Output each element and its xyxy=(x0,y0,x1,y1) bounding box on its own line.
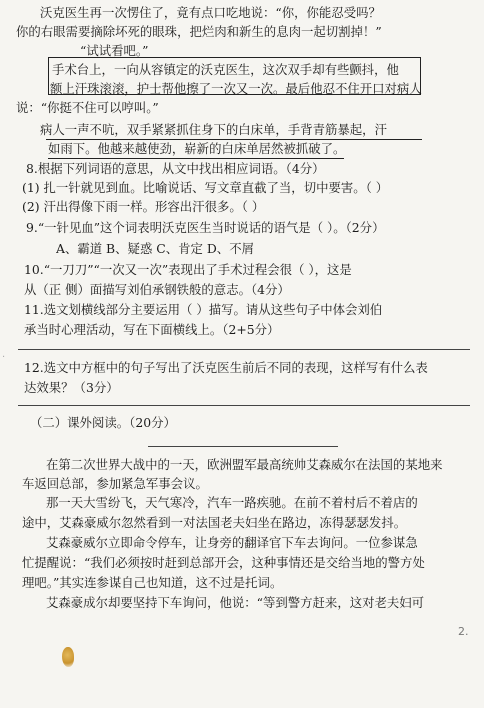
passage-line: 沃克医生再一次愣住了，竟有点口吃地说：“你，你能忍受吗？ xyxy=(40,5,381,20)
passage-line: 途中，艾森豪威尔忽然看到一对法国老夫妇坐在路边，冻得瑟瑟发抖。 xyxy=(22,515,407,530)
section-heading: （二）课外阅读。（20分） xyxy=(30,415,176,430)
passage-line: “试试看吧。” xyxy=(80,43,149,58)
passage-line: 那一天大雪纷飞，天气寒冷，汽车一路疾驰。在前不着村后不着店的 xyxy=(46,495,418,510)
question-9-options: A、霸道 B、疑惑 C、肯定 D、不屑 xyxy=(56,241,254,256)
question-12-cont: 达效果？（3分） xyxy=(24,380,119,395)
question-8-item-1: (1) 扎一针就见到血。比喻说话、写文章直截了当，切中要害。（ ） xyxy=(22,180,389,195)
question-8-item-2: (2) 汗出得像下雨一样。形容出汗很多。（ ） xyxy=(22,199,265,214)
passage-line-underlined: 如雨下。他越来越使劲，崭新的白床单居然被抓破了。 xyxy=(48,141,346,156)
passage-line-boxed: 手术台上，一向从容镇定的沃克医生，这次双手却有些颤抖，他 xyxy=(52,62,399,77)
passage-line: 忙提醒说：“我们必须按时赶到总部开会，这种事情还是交给当地的警方处 xyxy=(22,555,425,570)
question-10: 10.“一刀刀”“一次又一次”表现出了手术过程会很（ ），这是 xyxy=(24,262,352,277)
passage-line: 你的右眼需要摘除坏死的眼珠，把烂肉和新生的息肉一起切割掉！” xyxy=(16,24,382,39)
binding-edge-mark: · xyxy=(2,352,6,363)
question-9: 9.“一针见血”这个词表明沃克医生当时说话的语气是（ ）。（2分） xyxy=(26,220,385,235)
passage-line-underlined: 病人一声不吭，双手紧紧抓住身下的白床单，手背青筋暴起，汗 xyxy=(40,122,387,137)
question-11-cont: 承当时心理活动，写在下面横线上。（2+5分） xyxy=(24,322,280,337)
passage-line: 艾森豪威尔立即命令停车，让身旁的翻译官下车去询问。一位参谋急 xyxy=(46,535,418,550)
answer-line xyxy=(18,349,470,350)
question-12: 12.选文中方框中的句子写出了沃克医生前后不同的表现，这样写有什么表 xyxy=(24,360,428,375)
title-blank-line xyxy=(148,446,338,447)
passage-line: 艾森豪成尔却要坚持下车询问，他说：“等到警方赶来，这对老夫妇可 xyxy=(46,595,425,610)
passage-line: 车返回总部，参加紧急军事会议。 xyxy=(22,476,208,491)
page-number: 2. xyxy=(458,625,469,638)
passage-line: 理吧。”其实连参谋自己也知道，这不过是托词。 xyxy=(22,575,283,590)
passage-line: 在第二次世界大战中的一天，欧洲盟军最高统帅艾森威尔在法国的某地来 xyxy=(46,457,443,472)
answer-line xyxy=(18,405,470,406)
passage-line-boxed: 额上汗珠滚滚，护士帮他擦了一次又一次。最后他忍不住开口对病人 xyxy=(50,81,422,96)
underline-mark xyxy=(48,158,344,159)
question-8: 8.根据下列词语的意思，从文中找出相应词语。（4分） xyxy=(26,161,325,176)
question-11: 11.选文划横线部分主要运用（ ）描写。请从这些句子中体会刘伯 xyxy=(24,302,383,317)
passage-line: 说：“你挺不住可以哼叫。” xyxy=(16,100,159,115)
question-10-cont: 从（正 侧）面描写刘伯承钢铁般的意志。（4分） xyxy=(24,282,290,297)
paper-stain xyxy=(62,647,74,667)
